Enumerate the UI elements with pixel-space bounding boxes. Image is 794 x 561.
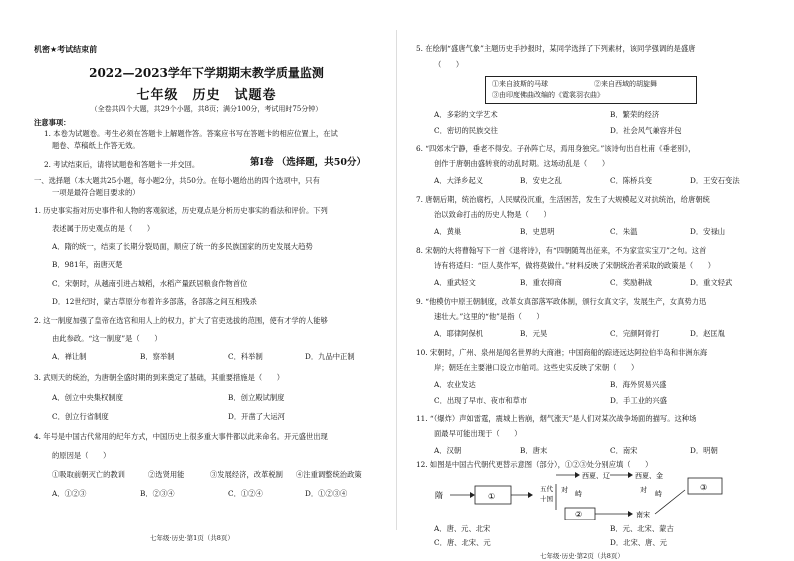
q12-option-c[interactable]: C．唐、北宋、元 [434, 538, 491, 547]
q9-stem-1: 9. “他模仿中原王朝制度，改革女真部落军政体制，颁行女真文字，发展生产，女真势力迅 [416, 297, 707, 306]
dynasty-succession-diagram [430, 470, 730, 520]
note-1b: 题卷、草稿纸上作答无效。 [52, 141, 140, 150]
diagram-wudai: 五代 [540, 485, 553, 493]
q3-stem: 3. 武则天的统治，为唐朝全盛时期的到来奠定了基础，其重要措施是（ ） [34, 373, 285, 382]
section1-b: 一项是最符合题目要求的） [52, 188, 140, 197]
q10-option-c[interactable]: C．出现了早市、夜市和草市 [434, 396, 528, 405]
q1-option-d[interactable]: D．12世纪时，蒙古草原分布着许多部落，各部落之间互相残杀 [52, 297, 257, 306]
q5-option-a[interactable]: A．多彩的文学艺术 [434, 110, 498, 119]
diagram-sui: 隋 [435, 491, 443, 500]
diagram-c1: ① [488, 492, 496, 501]
q7-option-a[interactable]: A．黄巢 [434, 227, 462, 236]
diagram-shiguo: 十国 [540, 495, 553, 503]
q2-option-b[interactable]: B．察举制 [140, 352, 175, 361]
q8-option-b[interactable]: B．重农抑商 [520, 278, 562, 287]
q5-option-d[interactable]: D．社会风气兼容并包 [610, 126, 682, 135]
q4-option-c[interactable]: C．①②④ [228, 489, 263, 498]
q3-option-c[interactable]: C．创立行省制度 [52, 412, 109, 421]
q2-stem-2: 由此参政。“这一制度”是（ ） [52, 334, 162, 343]
q5-box-item-3: ③由印度佛曲改编的《霓裳羽衣曲》 [492, 91, 604, 99]
section1-a: 一、选择题（本大题共25小题，每小题2分，共50分。在每小题给出的四个选项中，只有 [34, 176, 320, 185]
q5-box-item-1: ①来自波斯的马球 [492, 80, 548, 88]
q5-option-b[interactable]: B．繁荣的经济 [610, 110, 660, 119]
exam-title: 2022—2023学年下学期期末教学质量监测 [89, 66, 324, 80]
q4-item-4: ④注重调整统治政策 [296, 470, 362, 479]
diagram-zhi-1: 峙 [575, 490, 582, 498]
exam-info: （全卷共四个大题，共29个小题，共8页；满分100分，考试用时75分钟） [90, 105, 323, 113]
q4-stem-1: 4. 年号是中国古代常用的纪年方式，中国历史上很多重大事件都以此来命名。开元盛世出现 [34, 432, 328, 441]
q11-option-b[interactable]: B．唐末 [520, 446, 548, 455]
diagram-dui-1: 对 [561, 486, 568, 494]
q10-option-b[interactable]: B．海外贸易兴盛 [610, 380, 667, 389]
q3-option-d[interactable]: D．开凿了大运河 [228, 412, 285, 421]
q11-option-a[interactable]: A．汉朝 [434, 446, 462, 455]
q5-box-item-2: ②来自西域的胡旋舞 [594, 80, 657, 88]
q4-option-a[interactable]: A．①②③ [52, 489, 87, 498]
q5-option-c[interactable]: C．密切的民族交往 [434, 126, 498, 135]
q2-stem-1: 2. 这一制度加强了皇帝在选官和用人上的权力，扩大了官吏选拔的范围，使有才学的人能够 [34, 316, 328, 325]
q6-stem-2: 创作于唐朝由盛转衰的动乱时期。这场动乱是（ ） [434, 159, 610, 168]
q4-item-3: ③发展经济，改革税制 [210, 470, 283, 479]
diagram-xixia-liao: 西夏、辽 [582, 472, 610, 480]
q11-option-c[interactable]: C．南宋 [610, 446, 638, 455]
notes-heading: 注意事项： [34, 118, 71, 127]
diagram-dui-2: 对 [640, 486, 647, 494]
diagram-xixia-jin: 西夏、金 [635, 472, 663, 480]
footer-right: 七年级·历史·第2页（共8页） [540, 552, 624, 560]
q3-option-a[interactable]: A．创立中央集权制度 [52, 393, 123, 402]
page-divider [396, 30, 397, 530]
q5-stem-2: （ ） [434, 60, 464, 69]
q9-option-b[interactable]: B．元昊 [520, 329, 548, 338]
q6-option-a[interactable]: A．大泽乡起义 [434, 176, 484, 185]
diagram-nansong: 南宋 [636, 511, 650, 519]
q6-option-b[interactable]: B．安史之乱 [520, 176, 562, 185]
confidential-label: 机密★考试结束前 [34, 45, 98, 54]
part1-heading: 第Ⅰ卷 （选择题，共50分） [250, 157, 366, 168]
q7-option-d[interactable]: D．安禄山 [690, 227, 726, 236]
q6-option-d[interactable]: D．王安石变法 [690, 176, 740, 185]
q2-option-d[interactable]: D．九品中正制 [305, 352, 355, 361]
q1-option-c[interactable]: C．宋朝时，从越南引进占城稻，水稻产量跃居粮食作物首位 [52, 279, 248, 288]
exam-subject-title: 七年级 历史 试题卷 [136, 88, 277, 103]
q10-stem-1: 10. 宋朝时，广州、泉州是闻名世界的大商港；中国商船的踪迹远达阿拉伯半岛和非洲东海 [416, 348, 708, 357]
q8-option-a[interactable]: A．重武轻文 [434, 278, 476, 287]
q12-option-d[interactable]: D．北宋、唐、元 [610, 538, 667, 547]
q11-stem-2: 面最早可能出现于（ ） [434, 429, 522, 438]
q4-option-b[interactable]: B．②③④ [140, 489, 175, 498]
q1-option-a[interactable]: A．隋的统一，结束了长期分裂局面，顺应了统一的多民族国家的历史发展大趋势 [52, 242, 313, 251]
q4-item-2: ②选贤用能 [148, 470, 185, 479]
q9-option-c[interactable]: C．完颜阿骨打 [610, 329, 660, 338]
q7-stem-1: 7. 唐朝后期，统治腐朽，人民赋役沉重，生活困苦，发生了大规模起义对抗统治，给唐朝统 [416, 195, 710, 204]
q4-option-d[interactable]: D．①②③④ [305, 489, 348, 498]
q3-option-b[interactable]: B．创立殿试制度 [228, 393, 285, 402]
q7-stem-2: 治以致命打击的历史人物是（ ） [434, 210, 551, 219]
q12-option-b[interactable]: B．元、北宋、蒙古 [610, 524, 674, 533]
q8-option-c[interactable]: C．奖励耕战 [610, 278, 653, 287]
q6-option-c[interactable]: C．陈桥兵变 [610, 176, 653, 185]
q2-option-c[interactable]: C．科举制 [228, 352, 263, 361]
q5-material-box [485, 76, 697, 104]
note-1a: 1. 本卷为试题卷。考生必须在答题卡上解题作答。答案应书写在答题卡的相应位置上，在试 [44, 129, 338, 138]
q7-option-b[interactable]: B．史思明 [520, 227, 555, 236]
note-2: 2. 考试结束后，请将试题卷和答题卡一并交回。 [44, 160, 200, 169]
q10-option-a[interactable]: A．农业发达 [434, 380, 476, 389]
q8-stem-2: 诗有将适归：“臣人莫作军，做将莫做什。”材料反映了宋朝统治者采取的政策是（ ） [434, 261, 716, 270]
q1-stem-1: 1. 历史事实指对历史事件和人物的客观叙述，历史观点是分析历史事实的看法和评价。下列 [34, 206, 328, 215]
q1-stem-2: 表述属于历史观点的是（ ） [52, 224, 155, 233]
diagram-zhi-2: 峙 [655, 490, 662, 498]
q4-stem-2: 的原因是（ ） [52, 451, 111, 460]
q9-option-d[interactable]: D．赵匡胤 [690, 329, 726, 338]
q1-option-b[interactable]: B．981年，南唐灭楚 [52, 260, 123, 269]
footer-left: 七年级·历史·第1页（共8页） [150, 534, 234, 542]
q6-stem-1: 6. “四郊未宁静，垂老不得安。子孙阵亡尽，焉用身独完。”该诗句出自杜甫《垂老别》， [416, 144, 696, 153]
q2-option-a[interactable]: A．禅让制 [52, 352, 87, 361]
diagram-c2: ② [575, 510, 583, 519]
q12-stem: 12. 如图是中国古代朝代更替示意图（部分），①②③处分别应填（ ） [416, 460, 653, 469]
q11-stem-1: 11. “（爆炸）声如雷霆，震城上皆崩，烟气涨天”是人们对某次战争场面的描写。这种场 [416, 414, 697, 423]
diagram-c3: ③ [700, 483, 708, 492]
q9-option-a[interactable]: A．耶律阿保机 [434, 329, 484, 338]
q7-option-c[interactable]: C．朱温 [610, 227, 638, 236]
q8-stem-1: 8. 宋朝的大将曹翰写下一首《退将诗》，有“四朝随驾出征来，不为家宣实宝刀”之句。这首 [416, 246, 707, 255]
q11-option-d[interactable]: D．明朝 [690, 446, 718, 455]
q10-stem-2: 岸；朝廷在主要港口设立市舶司。这些史实反映了宋朝（ ） [434, 363, 639, 372]
q8-option-d[interactable]: D．重文轻武 [690, 278, 733, 287]
q4-item-1: ①吸取前朝灭亡的教训 [52, 470, 125, 479]
q9-stem-2: 速壮大。”这里的“他”是指（ ） [434, 312, 544, 321]
q10-option-d[interactable]: D．手工业的兴盛 [610, 396, 667, 405]
q12-option-a[interactable]: A．唐、元、北宋 [434, 524, 491, 533]
q5-stem-1: 5. 在绘制“盛唐气象”主题历史手抄报时，某同学选择了下列素材，该同学强调的是盛唐 [416, 44, 696, 53]
